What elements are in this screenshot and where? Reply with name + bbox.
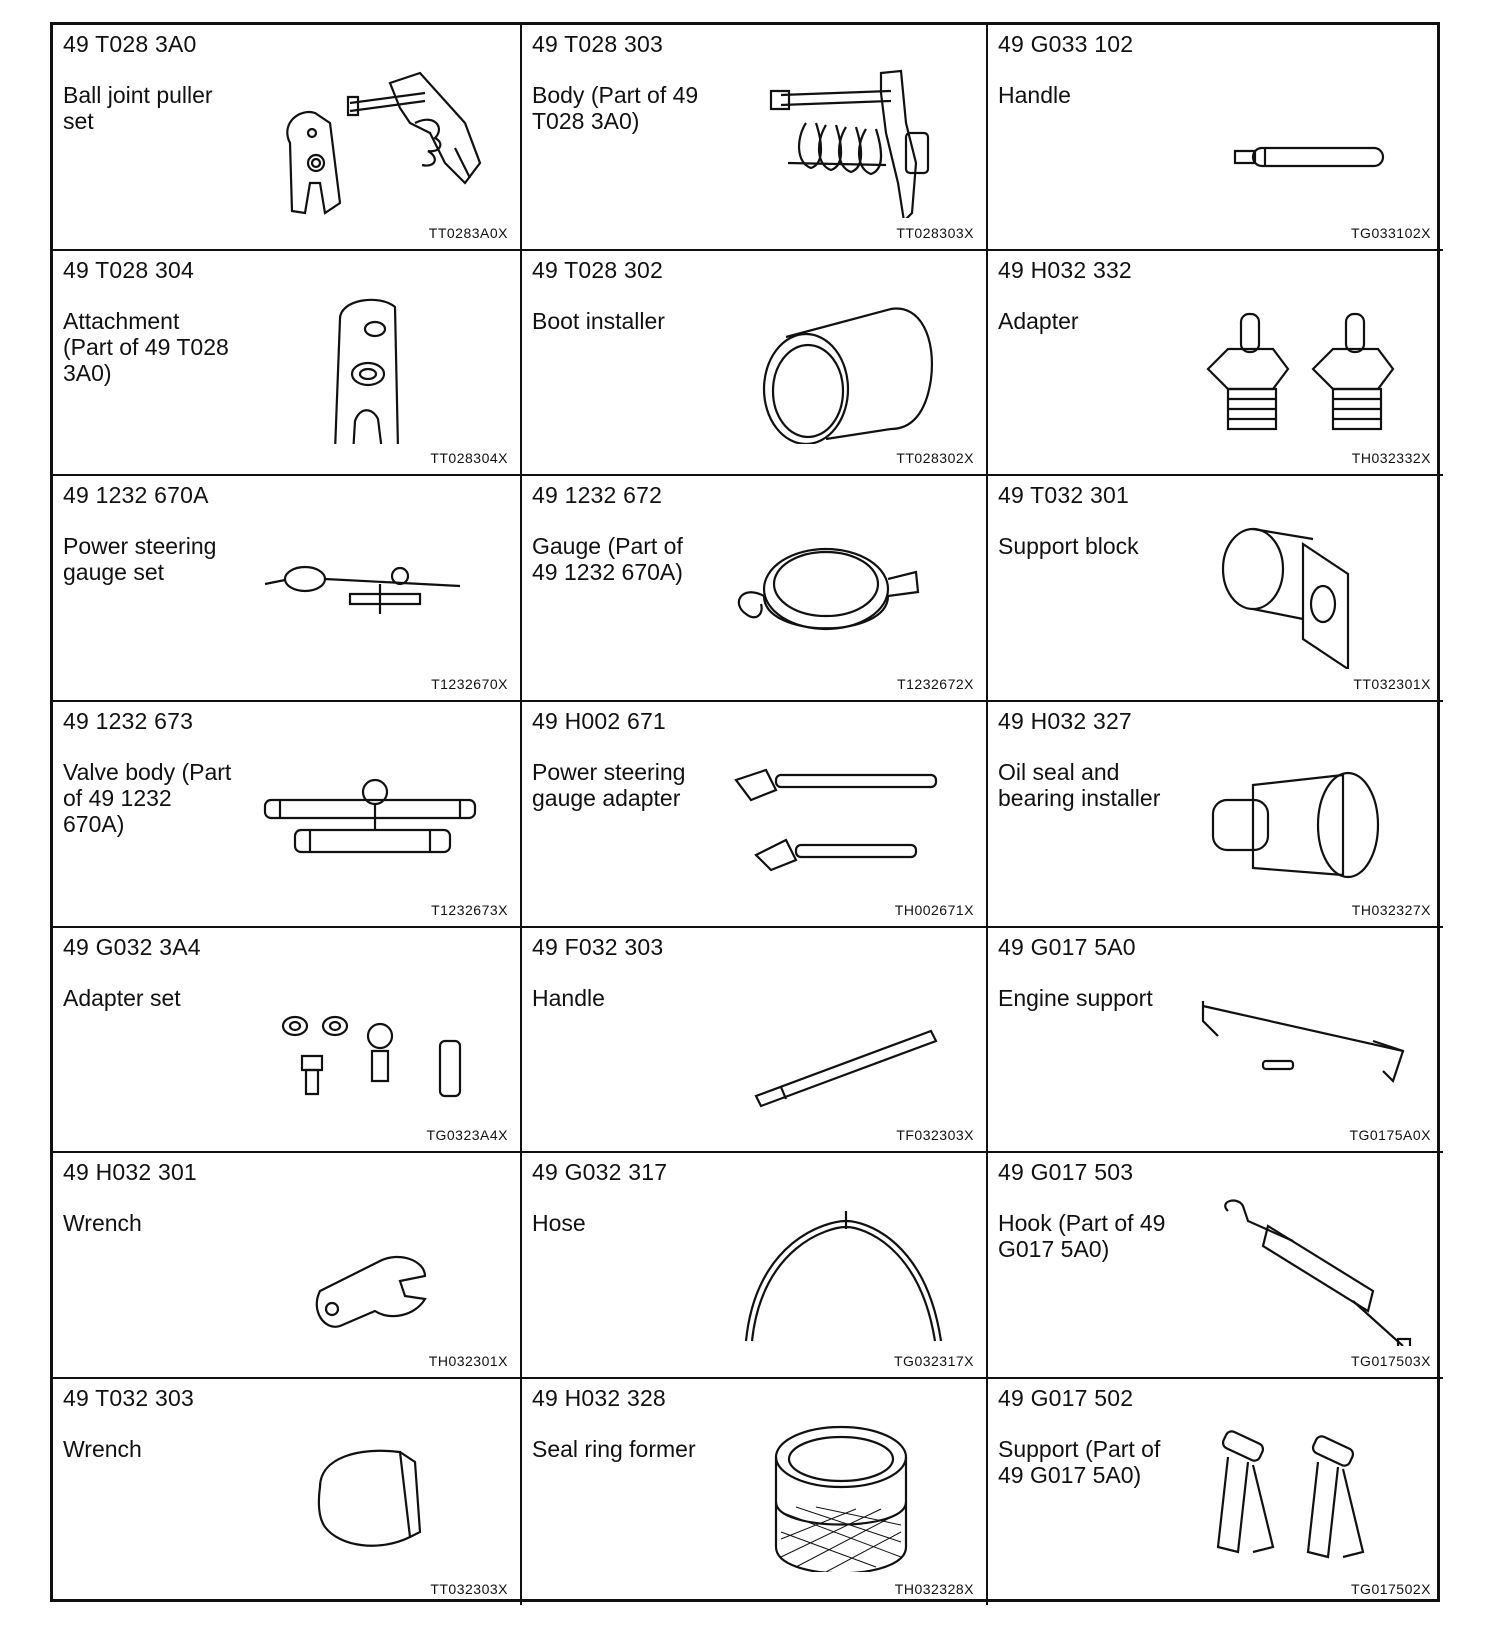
- part-number: 49 T028 3A0: [63, 31, 197, 57]
- tool-name: Adapter set: [63, 984, 181, 1011]
- tool-cell: [53, 702, 522, 928]
- tool-name: Adapter: [998, 307, 1079, 334]
- tool-name: Hook (Part of 49 G017 5A0): [998, 1210, 1166, 1263]
- tool-name: Power steering gauge adapter: [532, 759, 686, 812]
- pressure-gauge-icon: [716, 504, 966, 669]
- tool-name: Ball joint puller set: [63, 82, 213, 134]
- ball-joint-puller-icon: [250, 53, 500, 218]
- figure-code: TF032303X: [896, 1127, 974, 1144]
- part-number: 49 F032 303: [532, 933, 664, 960]
- figure-code: TG0323A4X: [426, 1127, 508, 1144]
- boot-installer-icon: [716, 279, 966, 444]
- tool-name: Handle: [532, 984, 605, 1011]
- tool-cell: [522, 25, 988, 251]
- tool-cell: [53, 476, 522, 702]
- figure-code: TG017503X: [1351, 1353, 1431, 1370]
- part-number: 49 T032 301: [998, 482, 1129, 509]
- part-number: 49 H032 332: [998, 256, 1132, 283]
- tool-cell: [522, 476, 988, 702]
- figure-code: TH032301X: [428, 1353, 508, 1370]
- figure-code: TT028304X: [430, 450, 508, 467]
- crowfoot-wrench-icon: [250, 1181, 500, 1346]
- tool-name: Handle: [998, 82, 1071, 108]
- figure-code: TT032301X: [1353, 676, 1431, 693]
- gauge-set-icon: [250, 504, 500, 669]
- figure-code: TT028303X: [896, 224, 974, 241]
- tool-cell: [988, 476, 1443, 702]
- tool-cell: [53, 928, 522, 1154]
- tool-cell: [53, 1379, 522, 1605]
- part-number: 49 H002 671: [532, 708, 666, 735]
- part-number: 49 1232 670A: [63, 482, 209, 509]
- puller-body-icon: [716, 53, 966, 218]
- tool-name: Support block: [998, 533, 1139, 560]
- tool-name: Attachment (Part of 49 T028 3A0): [63, 307, 229, 386]
- special-tools-table: [50, 22, 1440, 1602]
- part-number: 49 H032 327: [998, 708, 1132, 735]
- figure-code: T1232670X: [431, 676, 508, 693]
- figure-code: TH002671X: [894, 901, 974, 918]
- part-number: 49 G017 502: [998, 1385, 1134, 1412]
- figure-code: TG017502X: [1351, 1580, 1431, 1597]
- tool-name: Seal ring former: [532, 1436, 696, 1463]
- tool-cell: [53, 1153, 522, 1379]
- part-number: 49 T028 302: [532, 256, 663, 283]
- part-number: 49 G032 3A4: [63, 933, 201, 960]
- figure-code: TT032303X: [430, 1580, 508, 1597]
- tool-name: Engine support: [998, 984, 1153, 1011]
- attachment-plate-icon: [250, 279, 500, 444]
- support-bracket-icon: [1173, 1407, 1423, 1572]
- tool-name: Boot installer: [532, 307, 665, 334]
- tool-cell: [522, 702, 988, 928]
- tool-cell: [522, 251, 988, 477]
- adapter-set-icon: [250, 956, 500, 1121]
- tool-name: Oil seal and bearing installer: [998, 759, 1161, 812]
- seal-ring-former-icon: [716, 1407, 966, 1572]
- tool-cell: [988, 702, 1443, 928]
- seal-installer-icon: [1173, 730, 1423, 895]
- tool-cell: [988, 25, 1443, 251]
- tool-name: Valve body (Part of 49 1232 670A): [63, 759, 232, 838]
- tool-cell: [988, 928, 1443, 1154]
- hose-icon: [716, 1181, 966, 1346]
- figure-code: T1232673X: [431, 901, 508, 918]
- part-number: 49 G017 5A0: [998, 933, 1136, 960]
- tool-cell: [988, 1153, 1443, 1379]
- tool-cell: [988, 251, 1443, 477]
- part-number: 49 1232 672: [532, 482, 663, 509]
- tool-name: Hose: [532, 1210, 586, 1237]
- tool-cell: [522, 1379, 988, 1605]
- tool-name: Wrench: [63, 1436, 142, 1463]
- tool-name: Wrench: [63, 1210, 142, 1237]
- figure-code: TG033102X: [1351, 224, 1431, 241]
- tool-cell: [53, 251, 522, 477]
- part-number: 49 H032 301: [63, 1159, 197, 1186]
- tool-cell: [522, 928, 988, 1154]
- hose-adapter-icon: [716, 730, 966, 895]
- tool-cell: [53, 25, 522, 251]
- cup-wrench-icon: [250, 1407, 500, 1572]
- tool-cell: [522, 1153, 988, 1379]
- part-number: 49 G017 503: [998, 1159, 1134, 1186]
- part-number: 49 T032 303: [63, 1385, 194, 1412]
- tool-name: Support (Part of 49 G017 5A0): [998, 1436, 1161, 1489]
- support-block-icon: [1173, 504, 1423, 669]
- part-number: 49 T028 304: [63, 256, 194, 283]
- figure-code: TT028302X: [896, 450, 974, 467]
- short-handle-icon: [1173, 53, 1423, 218]
- figure-code: TH032328X: [894, 1580, 974, 1597]
- valve-body-icon: [250, 730, 500, 895]
- tool-name: Body (Part of 49 T028 3A0): [532, 82, 699, 134]
- figure-code: TG032317X: [894, 1353, 974, 1370]
- tool-cell: [988, 1379, 1443, 1605]
- tool-name: Power steering gauge set: [63, 533, 217, 586]
- hex-adapter-icon: [1173, 279, 1423, 444]
- engine-support-icon: [1173, 956, 1423, 1121]
- figure-code: TH032327X: [1351, 901, 1431, 918]
- figure-code: T1232672X: [897, 676, 974, 693]
- figure-code: TT0283A0X: [428, 224, 508, 241]
- tool-name: Gauge (Part of 49 1232 670A): [532, 533, 683, 586]
- figure-code: TH032332X: [1351, 450, 1431, 467]
- part-number: 49 T028 303: [532, 31, 663, 57]
- part-number: 49 G032 317: [532, 1159, 668, 1186]
- figure-code: TG0175A0X: [1349, 1127, 1431, 1144]
- hook-icon: [1173, 1181, 1423, 1346]
- part-number: 49 G033 102: [998, 31, 1134, 57]
- long-handle-icon: [716, 956, 966, 1121]
- part-number: 49 H032 328: [532, 1385, 666, 1412]
- part-number: 49 1232 673: [63, 708, 194, 735]
